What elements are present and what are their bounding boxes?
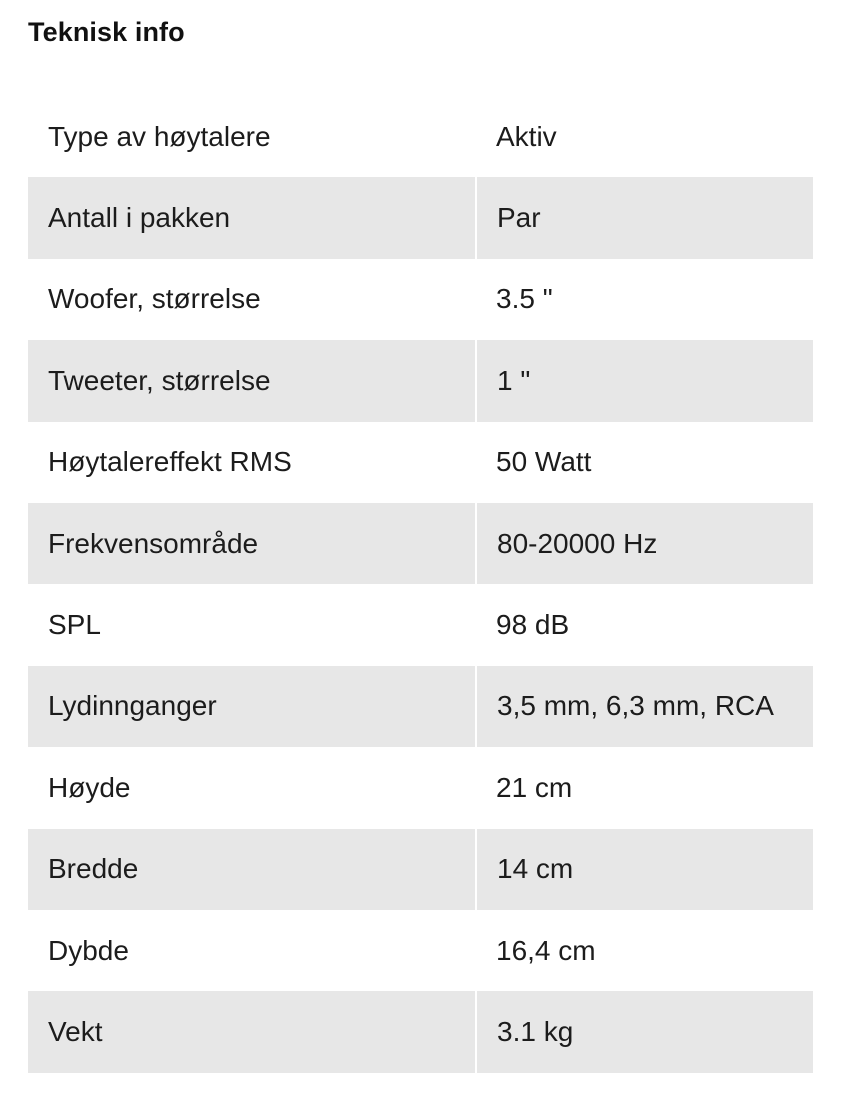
spec-value: 50 Watt (496, 446, 592, 478)
spec-label: SPL (48, 609, 101, 641)
spec-row-spl (28, 584, 813, 665)
spec-row-depth (28, 910, 813, 991)
spec-label: Tweeter, størrelse (28, 340, 476, 421)
spec-value: 21 cm (496, 771, 573, 803)
spec-label: Høyde (48, 771, 131, 803)
spec-label: Bredde (28, 829, 476, 910)
spec-label: Vekt (28, 991, 476, 1072)
spec-row-speaker-type (28, 96, 813, 177)
spec-label: Høytalereffekt RMS (48, 446, 292, 478)
spec-row-pack-count (28, 177, 813, 258)
spec-value: 14 cm (497, 853, 574, 885)
spec-label: Woofer, størrelse (48, 283, 261, 315)
spec-value: Aktiv (496, 120, 557, 152)
spec-value: Par (497, 202, 541, 234)
spec-label: Antall i pakken (28, 177, 476, 258)
spec-value: 80-20000 Hz (497, 527, 658, 559)
spec-value: 3.5 " (496, 283, 553, 315)
spec-row-tweeter-size (28, 340, 813, 421)
spec-value: 16,4 cm (496, 934, 596, 966)
spec-label: Type av høytalere (48, 120, 271, 152)
spec-row-frequency-range (28, 503, 813, 584)
spec-label: Frekvensområde (28, 503, 476, 584)
spec-row-width (28, 829, 813, 910)
spec-row-audio-inputs (28, 666, 813, 747)
spec-value: 1 " (497, 364, 531, 396)
spec-label: Dybde (48, 934, 129, 966)
spec-row-height (28, 747, 813, 828)
section-title: Teknisk info (28, 17, 185, 47)
spec-value: 3.1 kg (497, 1015, 574, 1047)
spec-row-rms-power (28, 422, 813, 503)
spec-label: Lydinnganger (28, 666, 476, 747)
spec-row-weight (28, 991, 813, 1072)
spec-row-woofer-size (28, 259, 813, 340)
tech-spec-table (28, 96, 813, 1073)
spec-value: 3,5 mm, 6,3 mm, RCA (497, 690, 774, 722)
spec-value: 98 dB (496, 609, 570, 641)
